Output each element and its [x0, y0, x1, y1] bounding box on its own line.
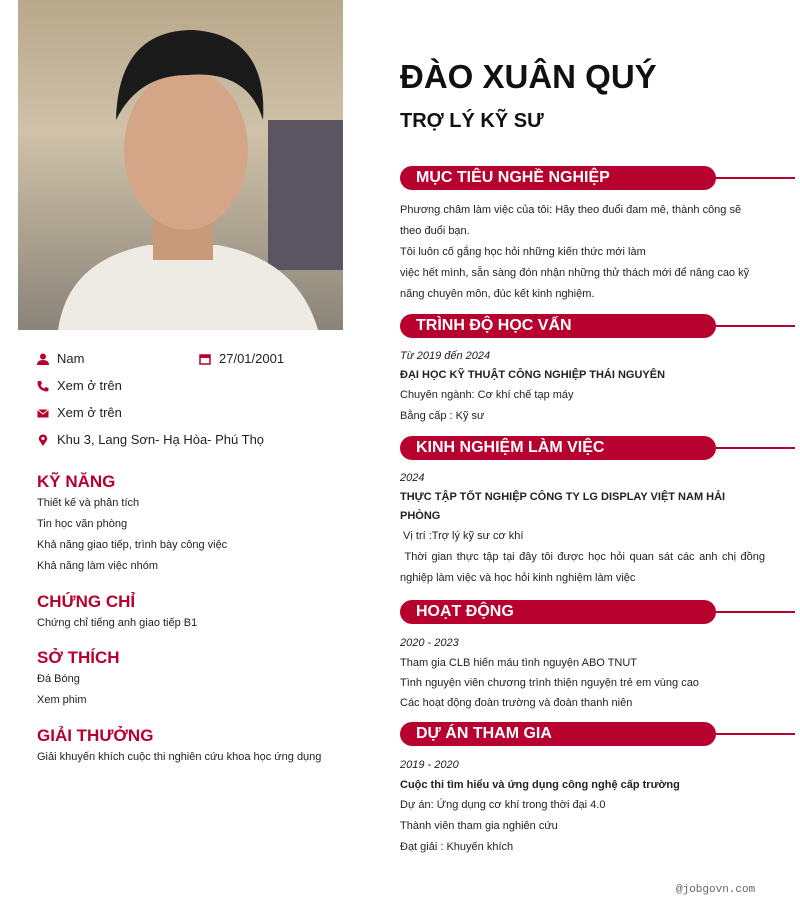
objective-line: việc hết mình, sẵn sàng đón nhận những thử thách mới để nâng cao kỹ — [400, 267, 750, 279]
phone-icon — [37, 380, 49, 392]
section-title: MỤC TIÊU NGHỀ NGHIỆP — [400, 166, 716, 190]
cert-item: Chứng chỉ tiếng anh giao tiếp B1 — [37, 617, 198, 629]
education-major: Chuyên ngành: Cơ khí chế tạp máy — [400, 389, 574, 401]
birthday — [199, 351, 284, 366]
objective-text — [400, 200, 765, 305]
company-name: THỰC TẬP TỐT NGHIỆP CÔNG TY LG DISPLAY VIỆT NAM HẢI PHÒNG — [400, 491, 726, 522]
project-period: 2019 - 2020 — [400, 759, 459, 771]
location-pin-icon — [37, 434, 49, 446]
gender — [37, 351, 84, 366]
activities-period: 2020 - 2023 — [400, 637, 459, 649]
activity-item: Tham gia CLB hiến máu tình nguyện ABO TNUT — [400, 657, 638, 669]
objective-line: Tôi luôn cố gắng học hỏi những kiến thức mới làm — [400, 246, 646, 258]
calendar-icon — [199, 353, 211, 365]
skills-heading: KỸ NĂNG — [37, 472, 116, 491]
section-title: DỰ ÁN THAM GIA — [400, 722, 716, 746]
address — [37, 432, 264, 447]
activity-item: Các hoạt động đoàn trường và đoàn thanh niên — [400, 697, 633, 709]
skill-item: Thiết kế và phân tích — [37, 497, 140, 509]
birthday-value: 27/01/2001 — [219, 351, 285, 366]
section-title: KINH NGHIỆM LÀM VIỆC — [400, 436, 716, 460]
activities-block — [400, 633, 765, 713]
skill-item: Khả năng giao tiếp, trình bày công việc — [37, 539, 228, 551]
objective-line: theo đuổi bạn. — [400, 225, 470, 237]
email-value: Xem ở trên — [57, 405, 122, 420]
email — [37, 405, 122, 420]
watermark: @jobgovn.com — [676, 884, 756, 896]
hobbies-heading: SỞ THÍCH — [37, 648, 120, 667]
experience-block — [400, 469, 769, 589]
award-item: Giải khuyến khích cuộc thi nghiên cứu khoa học ứng dụng — [37, 751, 322, 763]
hobby-item: Đá Bóng — [37, 673, 80, 685]
project-name: Cuộc thi tìm hiểu và ứng dụng công nghệ cấp trường — [400, 779, 680, 791]
project-item: Thành viên tham gia nghiên cứu — [400, 820, 558, 832]
skill-item: Tin học văn phòng — [37, 518, 128, 530]
experience-period: 2024 — [400, 472, 425, 484]
projects-block — [400, 755, 765, 858]
job-title: TRỢ LÝ KỸ SƯ — [400, 110, 544, 132]
experience-header — [400, 436, 795, 460]
activities-header — [400, 600, 795, 624]
project-item: Đạt giải : Khuyến khích — [400, 841, 514, 853]
address-value: Khu 3, Lang Sơn- Hạ Hòa- Phú Thọ — [57, 432, 265, 447]
certs-heading: CHỨNG CHỈ — [37, 592, 136, 611]
email-icon — [37, 407, 49, 419]
project-item: Dự án: Ứng dụng cơ khí trong thời đại 4.0 — [400, 799, 606, 811]
objective-header — [400, 166, 795, 190]
education-block — [400, 347, 765, 427]
phone-value: Xem ở trên — [57, 378, 122, 393]
education-period: Từ 2019 đến 2024 — [400, 350, 491, 362]
skill-item: Khả năng làm việc nhóm — [37, 560, 159, 572]
school-name: ĐẠI HỌC KỸ THUẬT CÔNG NGHIỆP THÁI NGUYÊN — [400, 369, 666, 381]
phone — [37, 378, 122, 393]
activity-item: Tình nguyện viên chương trình thiện nguyện trẻ em vùng cao — [400, 677, 699, 689]
experience-description: Thời gian thực tập tại đây tôi được học hỏi quan sát các anh chị đồng nghiệp làm việc và học hỏi kinh nghiệm làm việc — [400, 551, 769, 584]
profile-photo — [18, 0, 343, 330]
section-title: HOẠT ĐỘNG — [400, 600, 716, 624]
objective-line: năng chuyên môn, đúc kết kinh nghiệm. — [400, 288, 595, 300]
section-title: TRÌNH ĐỘ HỌC VẤN — [400, 314, 716, 338]
awards-heading: GIẢI THƯỞNG — [37, 726, 154, 745]
objective-line: Phương châm làm việc của tôi: Hãy theo đuổi đam mê, thành công sẽ — [400, 204, 742, 216]
hobby-item: Xem phim — [37, 694, 87, 706]
education-degree: Bằng cấp : Kỹ sư — [400, 410, 485, 422]
projects-header — [400, 722, 795, 746]
experience-position: Vị trí :Trợ lý kỹ sư cơ khí — [400, 530, 524, 542]
gender-value: Nam — [57, 351, 85, 366]
full-name: ĐÀO XUÂN QUÝ — [400, 58, 657, 95]
user-icon — [37, 353, 49, 365]
education-header — [400, 314, 795, 338]
